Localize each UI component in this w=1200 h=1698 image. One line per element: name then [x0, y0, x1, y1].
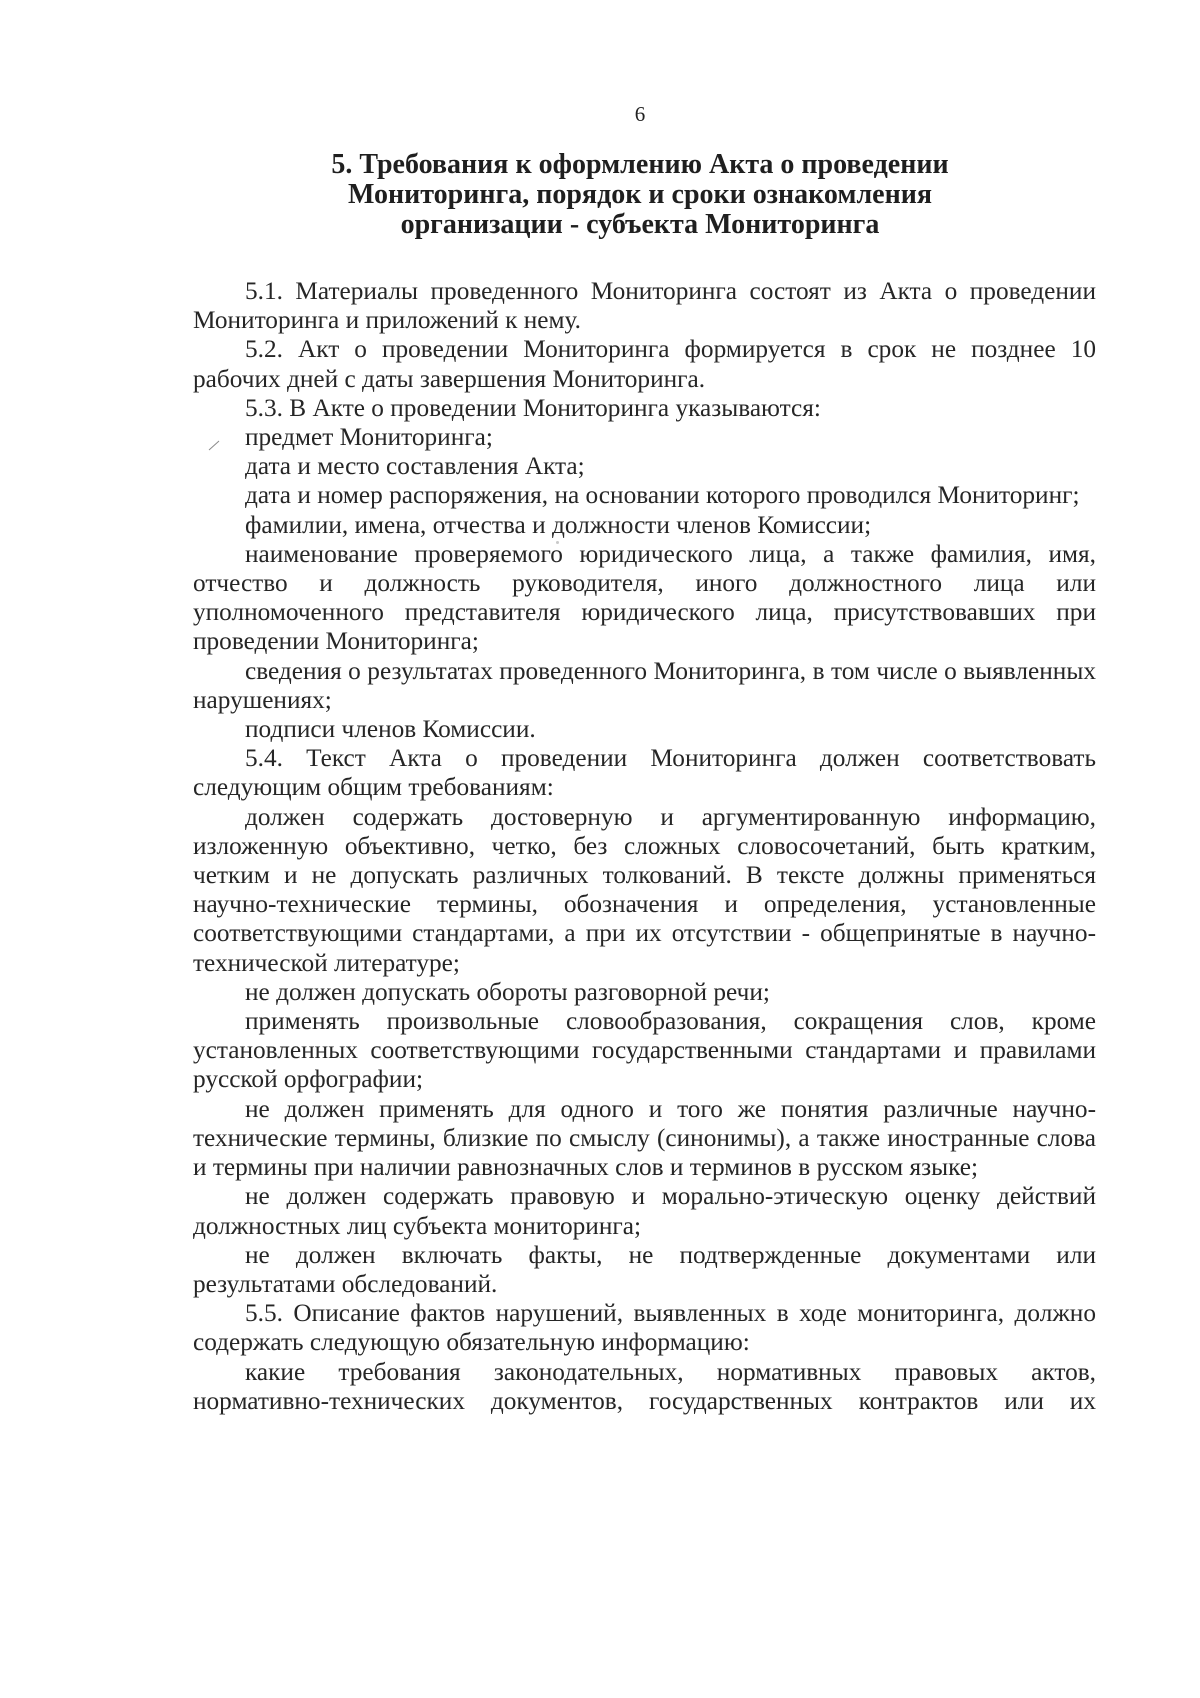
paragraph: 5.3. В Акте о проведении Мониторинга указываются: — [245, 393, 821, 422]
section-title-line: 5. Требования к оформлению Акта о проведении — [331, 149, 949, 180]
paragraph: сведения о результатах проведенного Мониторинга, в том числе о выявленных нарушениях; — [193, 656, 1096, 714]
section-title-line: организации - субъекта Мониторинга — [400, 209, 880, 240]
paragraph: предмет Мониторинга; — [245, 423, 493, 452]
paragraph: какие требования законодательных, нормативных правовых актов, нормативно-технических документов, государственных контрактов или их — [193, 1357, 1096, 1415]
paragraph: не должен включать факты, не подтвержденные документами или результатами обследований. — [193, 1240, 1096, 1298]
paragraph: 5.2. Акт о проведении Мониторинга формируется в срок не позднее 10 рабочих дней с даты завершения Мониторинга. — [193, 335, 1096, 393]
paragraph: дата и место составления Акта; — [245, 452, 585, 481]
paragraph: должен содержать достоверную и аргументированную информацию, изложенную объективно, четко, без сложных словосочетаний, быть кратким, четким и не допускать различных толкований. В тексте должны применяться научно-технические термины, обозначения и определения, установленные соответствующими стандартами, а при их отсутствии - общепринятые в научно-технической литературе; — [193, 802, 1096, 977]
paragraph: 5.4. Текст Акта о проведении Мониторинга должен соответствовать следующим общим требованиям: — [193, 744, 1096, 802]
paragraph: подписи членов Комиссии. — [245, 715, 536, 744]
page-number: 6 — [634, 102, 646, 126]
document-body — [193, 277, 1096, 1416]
paragraph: 5.5. Описание фактов нарушений, выявленных в ходе мониторинга, должно содержать следующую обязательную информацию: — [193, 1299, 1096, 1357]
paragraph: 5.1. Материалы проведенного Мониторинга состоят из Акта о проведении Мониторинга и приложений к нему. — [193, 277, 1096, 335]
paragraph: не должен содержать правовую и морально-этическую оценку действий должностных лиц субъекта мониторинга; — [193, 1182, 1096, 1240]
paragraph: не должен применять для одного и того же понятия различные научно-технические термины, близкие по смыслу (синонимы), а также иностранные слова и термины при наличии равнозначных слов и терминов в русском языке; — [193, 1094, 1096, 1182]
paragraph: применять произвольные словообразования, сокращения слов, кроме установленных соответствующими государственными стандартами и правилами русской орфографии; — [193, 1007, 1096, 1094]
paragraph: фамилии, имена, отчества и должности членов Комиссии; — [245, 510, 872, 539]
section-title — [160, 150, 1120, 240]
section-title-line: Мониторинга, порядок и сроки ознакомления — [347, 179, 933, 210]
paragraph: не должен допускать обороты разговорной речи; — [245, 977, 770, 1006]
paragraph: наименование проверяемого юридического лица, а также фамилия, имя, отчество и должность руководителя, иного должностного лица или уполномоченного представителя юридического лица, присутствовавших при проведении Мониторинга; — [193, 539, 1096, 656]
paragraph: дата и номер распоряжения, на основании которого проводился Мониторинг; — [245, 481, 1080, 510]
